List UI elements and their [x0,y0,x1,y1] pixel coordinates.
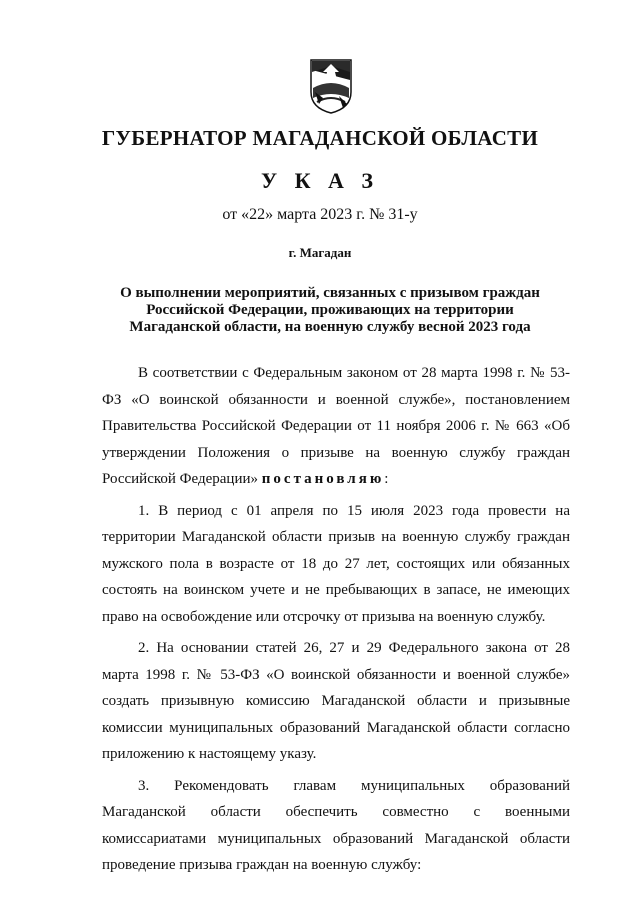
document-subject [80,285,580,336]
preamble-text: В соответствии с Федеральным законом от 28 марта 1998 г. № 53-ФЗ «О воинской обязанности и военной службе», постановлением Правительства Российской Федерации от 11 ноября 2006 г. № 663 «Об утверждении Положения о призыве на военную службу граждан Российской Федерации» [102,365,570,487]
decree-word: постановляю [261,471,385,487]
subject-line: Магаданской области, на военную службу весной 2023 года [129,319,531,335]
document-date-number: от «22» марта 2023 г. № 31-у [222,206,418,223]
paragraph-item-2: 2. На основании статей 26, 27 и 29 Федерального закона от 28 марта 1998 г. № 53-ФЗ «О воинской обязанности и военной службе» создать призывную комиссию Магаданской области и призывные комиссии муниципальных образований Магаданской области согласно приложению к настоящему указу. [102,640,570,762]
paragraph-item-3: 3. Рекомендовать главам муниципальных образований Магаданской области обеспечить совместно с военными комиссариатами муниципальных образований Магаданской области проведение призыва граждан на военную службу: [102,777,570,873]
document-city: г. Магадан [288,245,352,260]
subject-line: О выполнении мероприятий, связанных с призывом граждан [120,285,540,301]
decree-colon: : [384,471,389,487]
magadan-coat-of-arms-icon [309,58,353,114]
preamble-paragraph [102,360,570,493]
document-body [102,360,570,884]
paragraph-item-1: 1. В период с 01 апреля по 15 июля 2023 года провести на территории Магаданской области призыв на военную службу граждан мужского пола в возрасте от 18 до 27 лет, состоящих или обязанных состоять на воинском учете и не пребывающих в запасе, не имеющих право на освобождение или отсрочку от призыва на военную службу. [102,502,570,625]
subject-line: Российской Федерации, проживающих на территории [146,302,514,318]
document-type: У К А З [260,168,380,193]
governor-title: ГУБЕРНАТОР МАГАДАНСКОЙ ОБЛАСТИ [101,126,539,150]
